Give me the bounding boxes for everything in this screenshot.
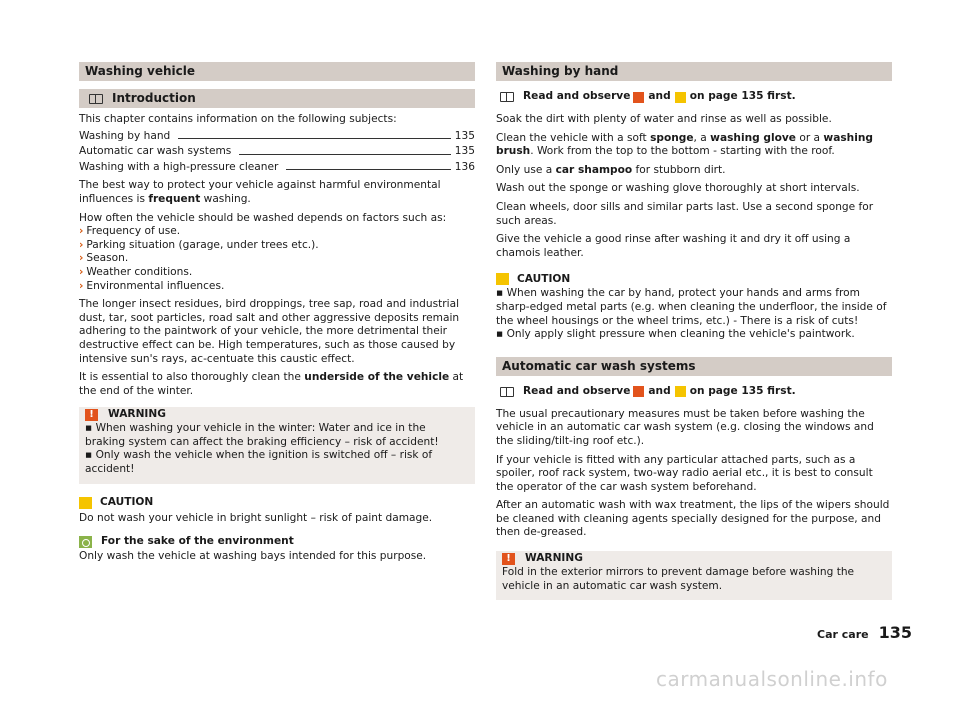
toc-page: 136 (454, 160, 475, 173)
auto-paragraph: The usual precautionary measures must be taken before washing the vehicle in an automatic car wash system (e.g. closing the windows and the sliding/tilt-ing roof etc.). (496, 407, 874, 447)
warning-label: WARNING (525, 551, 583, 564)
text: . Work from the top to the bottom - starting with the roof. (530, 145, 835, 158)
warning-item: ▪ Only wash the vehicle when the ignition is switched off – risk of accident! (85, 449, 433, 476)
text: Only use a (496, 163, 556, 176)
bold-text: washing glove (710, 131, 796, 144)
ref-text: and (648, 384, 671, 397)
caution-label: CAUTION (100, 495, 154, 508)
bold-text: underside of the vehicle (304, 371, 450, 384)
caution-icon (79, 497, 92, 509)
caution-icon (496, 273, 509, 285)
warning-heading (502, 551, 886, 566)
list-item-text: Environmental influences. (86, 279, 225, 292)
ref-text: Read and observe (523, 90, 631, 103)
ref-text: and (648, 90, 671, 103)
caution-item: ▪ Only apply slight pressure when cleaning the vehicle's paintwork. (496, 328, 855, 341)
warning-text: Fold in the exterior mirrors to prevent damage before washing the vehicle in an automatic car wash system. (502, 566, 855, 592)
toc-entry[interactable] (79, 130, 475, 144)
auto-paragraph: After an automatic wash with wax treatment, the lips of the wipers should be cleaned with cleaning agents specially designed for the purpose, and then de-greased. (496, 499, 890, 539)
text: washing. (200, 192, 251, 205)
warning-icon (633, 386, 644, 397)
warning-item: ▪ When washing your vehicle in the winter: Water and ice in the braking system can affect the braking efficiency – risk of accident! (85, 422, 439, 448)
warning-icon: ! (85, 409, 98, 421)
list-item (79, 252, 475, 266)
hand-paragraph: Wash out the sponge or washing glove thoroughly at short intervals. (496, 182, 860, 195)
watermark: carmanualsonline.info (656, 667, 888, 691)
toc-label: Washing with a high-pressure cleaner (79, 160, 279, 173)
list-item-text: Frequency of use. (86, 225, 181, 238)
toc-entry[interactable] (79, 161, 475, 175)
bold-text: sponge (650, 131, 694, 144)
toc-leader (286, 169, 450, 170)
book-icon (500, 387, 514, 397)
toc-list (79, 130, 475, 175)
list-item (79, 266, 475, 280)
hand-paragraph (496, 164, 892, 178)
toc-label: Automatic car wash systems (79, 145, 232, 158)
chevron-right-icon: › (79, 225, 84, 238)
chevron-right-icon: › (79, 252, 84, 265)
paragraph-frequent (79, 179, 475, 206)
warning-text: Only wash the vehicle when the ignition is switched off – risk of accident! (85, 449, 433, 476)
environment-label: For the sake of the environment (101, 535, 294, 548)
list-item-text: Weather conditions. (86, 265, 193, 278)
chevron-right-icon: › (79, 279, 84, 292)
text: at the end of the winter. (79, 371, 464, 397)
toc-page: 135 (454, 129, 475, 142)
reference-line (496, 385, 892, 399)
environment-heading (79, 535, 475, 549)
list-item-text: Parking situation (garage, under trees etc.). (86, 238, 319, 251)
page-number: 135 (878, 623, 912, 642)
ref-text: Read and observe (523, 384, 631, 397)
page-footer (817, 623, 912, 642)
caution-heading (496, 272, 892, 286)
paragraph-deposits: The longer insect residues, bird droppings, tree sap, road and industrial dust, tar, soot particles, road salt and other aggressive deposits remain adhering to the paintwork of your vehicle, the more detrimental their destructive effect can be. High temperatures, such as those caused by intensive sun's rays, ac-centuate this caustic effect. (79, 298, 460, 365)
intro-title: Introduction (112, 91, 196, 105)
list-item (79, 225, 475, 239)
warning-label: WARNING (108, 407, 166, 420)
toc-page: 135 (454, 145, 475, 158)
text: , a (693, 131, 711, 144)
caution-heading (79, 496, 475, 510)
chevron-right-icon: › (79, 265, 84, 278)
section-title: Washing vehicle (79, 62, 475, 81)
hand-paragraph: Soak the dirt with plenty of water and rinse as well as possible. (496, 113, 832, 125)
ref-page-link[interactable]: on page 135 first. (689, 384, 796, 397)
ref-page-link[interactable]: on page 135 first. (689, 90, 796, 103)
hand-paragraph: Clean wheels, door sills and similar parts last. Use a second sponge for such areas. (496, 200, 874, 227)
hand-section-title: Washing by hand (496, 62, 892, 81)
hand-paragraph: Give the vehicle a good rinse after washing it and dry it off using a chamois leather. (496, 233, 851, 259)
caution-text: Do not wash your vehicle in bright sunlight – risk of paint damage. (79, 511, 433, 524)
intro-lead: This chapter contains information on the following subjects: (79, 113, 397, 125)
text: or a (795, 131, 824, 144)
footer-section: Car care (817, 628, 869, 641)
caution-icon (675, 92, 686, 103)
warning-box (496, 551, 892, 600)
paragraph-factors-lead: How often the vehicle should be washed depends on factors such as: (79, 211, 447, 224)
right-column (496, 62, 892, 600)
caution-text: When washing the car by hand, protect your hands and arms from sharp-edged metal parts (e.g. when cleaning the underfloor, the inside of the wheel housings or the wheel trims, etc.) - There is a risk of cuts! (496, 287, 887, 327)
list-item (79, 239, 475, 253)
bold-text: washing brush (496, 131, 873, 158)
warning-icon: ! (502, 553, 515, 565)
reference-line (496, 90, 892, 104)
bold-text: frequent (148, 192, 201, 205)
warning-icon (633, 92, 644, 103)
warning-text: When washing your vehicle in the winter: Water and ice in the braking system can affect the braking efficiency – risk of accident! (85, 422, 439, 448)
leaf-icon (79, 536, 92, 548)
warning-heading (85, 407, 469, 422)
text: Clean the vehicle with a soft (496, 131, 651, 144)
warning-box (79, 407, 475, 483)
toc-label: Washing by hand (79, 129, 171, 142)
factor-list (79, 225, 475, 293)
text: The best way to protect your vehicle against harmful environmental influences is (79, 179, 441, 205)
toc-entry[interactable] (79, 145, 475, 159)
list-item-text: Season. (86, 252, 129, 265)
list-item (79, 280, 475, 294)
caution-icon (675, 386, 686, 397)
left-column (79, 62, 475, 564)
hand-paragraph (496, 132, 892, 159)
paragraph-underside (79, 371, 475, 398)
caution-item: ▪ When washing the car by hand, protect your hands and arms from sharp-edged metal parts (e.g. when cleaning the underfloor, the inside of the wheel housings or the wheel trims, etc.) - There is a risk of cuts! (496, 287, 887, 327)
text: for stubborn dirt. (632, 163, 726, 176)
environment-text: Only wash the vehicle at washing bays intended for this purpose. (79, 550, 427, 563)
book-icon (500, 92, 514, 102)
chevron-right-icon: › (79, 238, 84, 251)
auto-section-title: Automatic car wash systems (496, 357, 892, 376)
book-icon (89, 94, 103, 104)
toc-leader (178, 138, 450, 139)
bold-text: car shampoo (555, 163, 633, 176)
text: It is essential to also thoroughly clean the (79, 371, 305, 384)
auto-paragraph: If your vehicle is fitted with any particular attached parts, such as a spoiler, roof rack system, two-way radio aerial etc., it is best to consult the operator of the car wash system beforehand. (496, 453, 873, 493)
caution-label: CAUTION (517, 272, 571, 285)
caution-text: Only apply slight pressure when cleaning the vehicle's paintwork. (506, 328, 855, 341)
toc-leader (239, 154, 450, 155)
intro-heading (79, 89, 475, 108)
